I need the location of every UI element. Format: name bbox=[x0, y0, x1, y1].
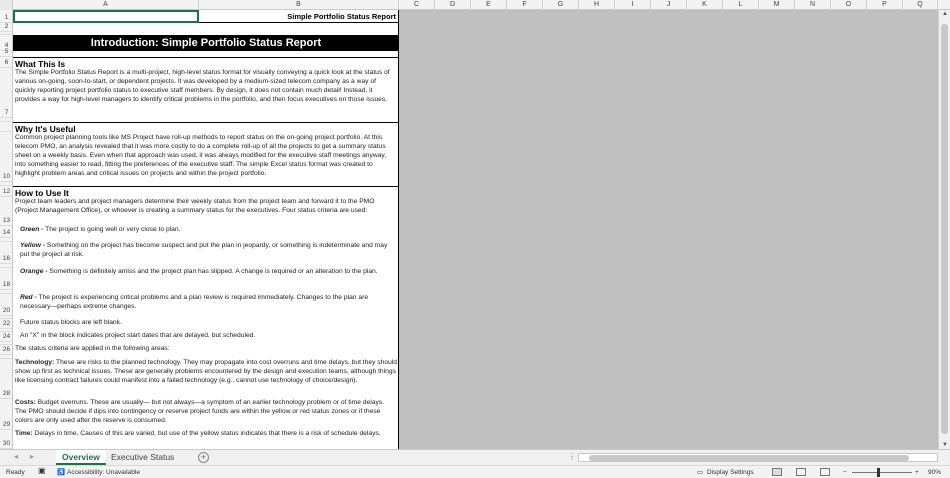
row-header[interactable]: 5 bbox=[0, 51, 13, 57]
what-body: The Simple Portfolio Status Report is a multi-project, high-level status format for visually conveying a quick look at the status of various on-going, soon-to-start, or dependent projects. It was developed by a medium-sized telecom company as a way of quickly reporting project portfolio status to executive staff members. By design, it does not contain much detail! Instead, it provides a way for high-level managers to identify critical problems in the portfolio, and then focus executives on those issues. bbox=[15, 69, 390, 103]
red-label: Red - bbox=[20, 294, 37, 301]
area-technology bbox=[13, 359, 399, 386]
row-header[interactable]: 6 bbox=[0, 57, 13, 68]
tab-executive-status[interactable]: Executive Status bbox=[111, 452, 175, 462]
row-header[interactable] bbox=[0, 122, 13, 132]
select-all-corner[interactable] bbox=[0, 0, 13, 10]
intro-banner: Introduction: Simple Portfolio Status Report bbox=[13, 35, 399, 51]
red-text: The project is experiencing critical problems and a plan review is required immediately. Changes to the plan are necessary—perhaps extreme changes. bbox=[20, 294, 369, 310]
column-header-a[interactable]: A bbox=[13, 0, 199, 10]
row-header[interactable]: 2 bbox=[0, 23, 13, 32]
tab-next-icon[interactable]: ▸ bbox=[30, 452, 35, 461]
tech-label: Technology: bbox=[15, 359, 55, 366]
ready-status: Ready bbox=[6, 469, 25, 476]
area-time bbox=[13, 430, 399, 439]
display-settings-button[interactable]: Display Settings bbox=[707, 469, 754, 476]
x-note-text: An "X" in the block indicates project start dates that are delayed, but scheduled. bbox=[20, 332, 256, 339]
scroll-down-icon[interactable]: ▼ bbox=[942, 442, 948, 448]
row-header[interactable]: 10 bbox=[0, 132, 13, 182]
normal-view-icon[interactable] bbox=[772, 468, 782, 476]
row-header[interactable]: 12 bbox=[0, 186, 13, 197]
macro-record-icon[interactable]: ▣ bbox=[38, 466, 46, 475]
cell-a1-selected[interactable] bbox=[13, 10, 199, 23]
costs-text: Budget overruns. These are usually— but not always—a symptom of an earlier technology problem or of time delays. The PMO should decide if dips into contingency or reserve project funds are within the yellow or red status zones or if these colors are only used after the reserve is consumed. bbox=[15, 399, 384, 424]
why-heading: Why It's Useful bbox=[15, 124, 76, 134]
page-layout-view-icon[interactable] bbox=[796, 468, 806, 476]
zoom-in-button[interactable]: + bbox=[915, 469, 919, 476]
section-what-this-is bbox=[13, 57, 399, 105]
yellow-text: Something on the project has become suspect and put the plan in jeopardy, or something is indeterminate and may put the project at risk. bbox=[20, 242, 388, 258]
row-header[interactable]: 26 bbox=[0, 345, 13, 355]
row-header[interactable]: 30 bbox=[0, 430, 13, 449]
criteria-orange bbox=[13, 268, 399, 277]
add-sheet-icon[interactable]: + bbox=[198, 452, 209, 463]
column-header-d[interactable]: D bbox=[435, 0, 471, 10]
sheet-tab-bar bbox=[0, 449, 950, 465]
tab-prev-icon[interactable]: ◂ bbox=[14, 452, 19, 461]
vertical-scrollbar[interactable] bbox=[938, 10, 950, 449]
zoom-slider-thumb[interactable] bbox=[877, 468, 880, 477]
column-header-q[interactable]: Q bbox=[903, 0, 938, 10]
future-note bbox=[13, 319, 399, 328]
row-header[interactable]: 20 bbox=[0, 294, 13, 316]
column-header-n[interactable]: N bbox=[795, 0, 831, 10]
column-header-p[interactable]: P bbox=[867, 0, 903, 10]
row-header[interactable]: 18 bbox=[0, 268, 13, 290]
hscroll-more-icon[interactable]: ⋮ bbox=[568, 452, 576, 461]
column-header-c[interactable]: C bbox=[399, 0, 435, 10]
row-header[interactable]: 28 bbox=[0, 359, 13, 399]
section-why-useful bbox=[13, 122, 399, 179]
row-header[interactable]: 14 bbox=[0, 226, 13, 238]
column-header-i[interactable]: I bbox=[615, 0, 651, 10]
column-header-f[interactable]: F bbox=[507, 0, 543, 10]
row-header[interactable]: 4 bbox=[0, 35, 13, 51]
yellow-label: Yellow - bbox=[20, 242, 46, 249]
row-header[interactable]: 7 bbox=[0, 68, 13, 118]
tab-overview[interactable]: Overview bbox=[56, 450, 106, 465]
section-how-to-use bbox=[13, 186, 399, 216]
horizontal-scroll-thumb[interactable] bbox=[589, 455, 909, 461]
column-header-g[interactable]: G bbox=[543, 0, 579, 10]
orange-label: Orange - bbox=[20, 268, 48, 275]
column-header-m[interactable]: M bbox=[759, 0, 795, 10]
column-header-e[interactable]: E bbox=[471, 0, 507, 10]
green-label: Green - bbox=[20, 226, 44, 233]
time-text: Delays in time. Causes of this are varied, but use of the yellow status indicates that there is a risk of schedule delays. bbox=[32, 430, 381, 437]
empty-sheet-area[interactable] bbox=[399, 10, 938, 449]
orange-text: Something is definitely amiss and the project plan has slipped. A change is required or an alteration to the plan. bbox=[47, 268, 378, 275]
applied-note bbox=[13, 345, 399, 354]
accessibility-icon[interactable]: ♿ bbox=[57, 469, 66, 476]
zoom-out-button[interactable]: − bbox=[843, 469, 847, 476]
row-header-bar bbox=[0, 10, 13, 449]
row-header[interactable]: 1 bbox=[0, 10, 13, 23]
zoom-level[interactable]: 90% bbox=[928, 469, 942, 476]
tech-text: These are risks to the planned technology. They may propagate into cost overruns and time delays, but they should show up first as technical issues. These are generally problems encountered by the design and execution teams, although things like licensing contract failures could manifest into a failed technology (e.g., cannot use technology of choice/design). bbox=[15, 359, 398, 384]
column-header-o[interactable]: O bbox=[831, 0, 867, 10]
future-text: Future status blocks are left blank. bbox=[20, 319, 122, 326]
green-text: The project is going well or very close to plan. bbox=[43, 226, 181, 233]
row-header[interactable]: 24 bbox=[0, 332, 13, 342]
why-body: Common project planning tools like MS Project have roll-up methods to report status on the on-going project portfolio. At this telecom PMO, an analysis revealed that it was more costly to do a complete roll-up of all the projects to get a summary status sheet on a weekly basis. Even when that approach was used, it was always modified for the executive staff meetings anyway, into something easier to read, fitting the preferences of the executive staff. The simple Excel status format was created to highlight problem areas and critical issues on projects and within the project portfolio. bbox=[15, 134, 387, 177]
time-label: Time: bbox=[15, 430, 33, 437]
how-intro: Project team leaders and project managers determine their weekly status from the project team and forward it to the PMO (Project Management Office), or whoever is creating a summary status for the executives. Four status criteria are used: bbox=[15, 198, 375, 214]
criteria-green bbox=[13, 226, 399, 235]
vertical-scroll-thumb[interactable] bbox=[941, 24, 948, 434]
row-header[interactable]: 13 bbox=[0, 197, 13, 226]
criteria-red bbox=[13, 294, 399, 312]
page-break-view-icon[interactable] bbox=[820, 468, 830, 476]
row-header[interactable]: 29 bbox=[0, 399, 13, 430]
applied-text: The status criteria are applied in the following areas: bbox=[15, 345, 170, 352]
x-note bbox=[13, 332, 399, 341]
zoom-slider-track[interactable] bbox=[852, 472, 912, 473]
scroll-up-icon[interactable]: ▲ bbox=[942, 11, 948, 17]
status-bar bbox=[0, 465, 950, 478]
how-heading: How to Use It bbox=[15, 188, 69, 198]
column-header-j[interactable]: J bbox=[651, 0, 687, 10]
what-heading: What This Is bbox=[15, 59, 66, 69]
row-header[interactable]: 16 bbox=[0, 242, 13, 264]
horizontal-scrollbar[interactable] bbox=[578, 453, 938, 462]
column-header-l[interactable]: L bbox=[723, 0, 759, 10]
area-costs bbox=[13, 399, 399, 426]
column-header-bar bbox=[0, 0, 950, 10]
criteria-yellow bbox=[13, 242, 399, 260]
sheet-grid[interactable] bbox=[13, 10, 399, 449]
column-header-b[interactable]: B bbox=[199, 0, 399, 10]
accessibility-status[interactable]: Accessibility: Unavailable bbox=[67, 469, 140, 476]
column-header-k[interactable]: K bbox=[687, 0, 723, 10]
display-settings-icon[interactable]: ▭ bbox=[697, 469, 704, 476]
row-header[interactable]: 22 bbox=[0, 319, 13, 329]
cell-b1-title[interactable]: Simple Portfolio Status Report bbox=[199, 10, 399, 23]
costs-label: Costs: bbox=[15, 399, 36, 406]
column-header-h[interactable]: H bbox=[579, 0, 615, 10]
